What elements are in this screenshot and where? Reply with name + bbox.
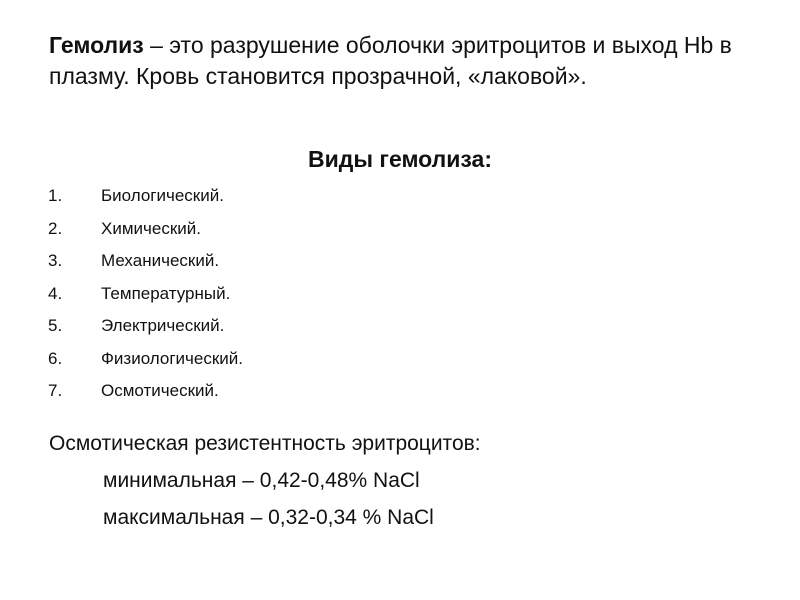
list-item-label: Электрический. (101, 316, 225, 335)
list-item (48, 213, 243, 246)
resistance-minimal: минимальная – 0,42-0,48% NaCl (103, 469, 420, 492)
types-list (48, 180, 243, 408)
list-item-label: Осмотический. (101, 381, 219, 400)
list-item-label: Химический. (101, 218, 201, 238)
list-item-number: 6. (48, 348, 63, 368)
resistance-title: Осмотическая резистентность эритроцитов: (49, 432, 481, 455)
definition-text: – это разрушение оболочки эритроцитов и выход Hb в плазму. Кровь становится прозрачной, «лаковой». (49, 32, 732, 89)
list-item (48, 343, 243, 376)
list-item (48, 310, 243, 343)
list-item-number: 3. (48, 251, 63, 270)
list-item-label: Биологический. (101, 186, 224, 205)
list-item-number: 5. (48, 316, 63, 335)
list-item (48, 245, 243, 278)
list-item (48, 278, 243, 311)
term-hemolysis: Гемолиз (49, 32, 144, 58)
list-item-number: 7. (48, 381, 63, 400)
list-item-label: Температурный. (101, 283, 231, 303)
list-item (48, 375, 243, 408)
types-title: Виды гемолиза: (308, 146, 492, 172)
list-item (48, 180, 243, 213)
resistance-maximal: максимальная – 0,32-0,34 % NaCl (103, 506, 434, 529)
definition-paragraph (49, 30, 769, 92)
list-item-number: 1. (48, 186, 63, 205)
list-item-number: 4. (48, 283, 63, 303)
list-item-number: 2. (48, 218, 63, 238)
list-item-label: Механический. (101, 251, 220, 270)
list-item-label: Физиологический. (101, 348, 244, 368)
